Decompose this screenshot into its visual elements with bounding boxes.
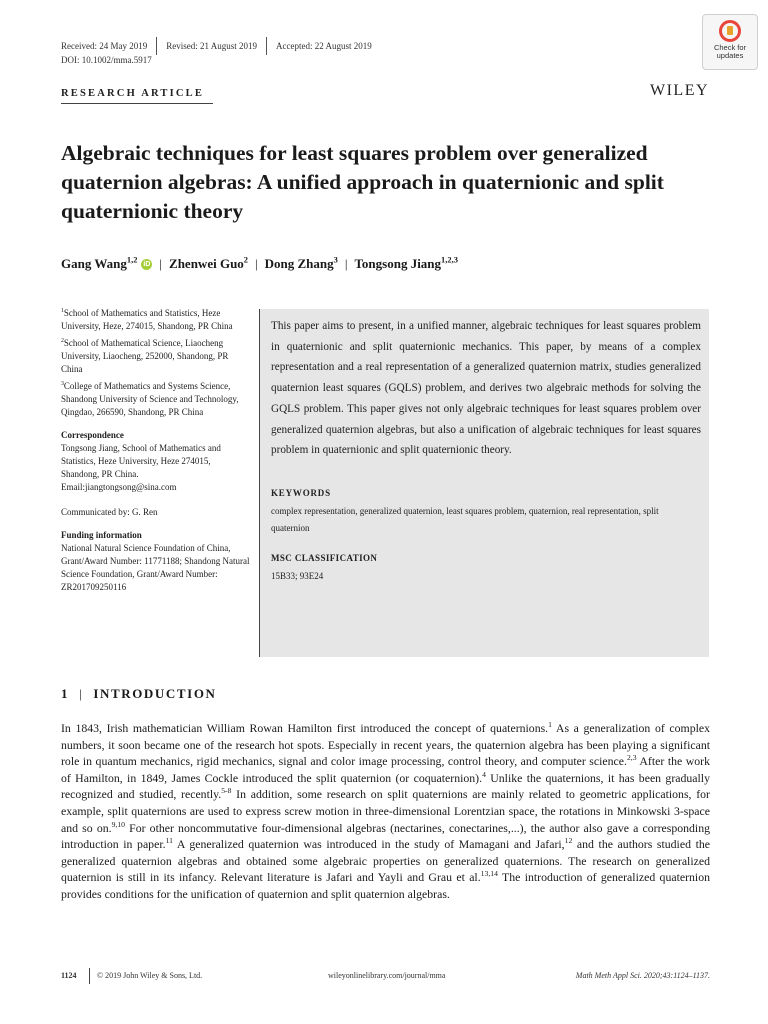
section-separator: | bbox=[79, 686, 84, 701]
revised-date: Revised: 21 August 2019 bbox=[166, 41, 257, 51]
footer-divider bbox=[89, 968, 90, 984]
keywords-text: complex representation, generalized quaternion, least squares problem, quaternion, real representation, split quaternion bbox=[271, 506, 659, 533]
check-for-updates-badge[interactable] bbox=[702, 14, 758, 70]
author-separator: | bbox=[159, 256, 163, 271]
article-info-column bbox=[61, 307, 251, 594]
affiliation: $^1$School of Mathematics and Statistics, Heze University, Heze, 274015, Shandong, PR China bbox=[61, 308, 233, 331]
citation-ref[interactable]: 12 bbox=[564, 836, 573, 846]
msc-heading: MSC CLASSIFICATION bbox=[271, 553, 378, 563]
accepted-date: Accepted: 22 August 2019 bbox=[276, 41, 372, 51]
section-heading bbox=[61, 686, 217, 702]
intro-text-run: After the work of Hamilton, in 1849, James Cockle introduced the split quaternion (or coquaternion). bbox=[61, 754, 710, 785]
author[interactable]: Tongsong Jiang$^{1,2,3}$ bbox=[354, 254, 458, 271]
affiliation: $^2$School of Mathematical Science, Liaocheng University, Liaocheng, 252000, Shandong, PR China bbox=[61, 338, 229, 374]
correspondence-text: Tongsong Jiang, School of Mathematics and Statistics, Heze University, Heze 274015, Shandong, PR China. bbox=[61, 443, 221, 479]
citation-ref[interactable]: 5-8 bbox=[221, 786, 232, 796]
author[interactable]: Zhenwei Guo$^2$ bbox=[169, 254, 249, 271]
divider bbox=[156, 37, 157, 55]
intro-text-run: Unlike the quaternions, it has been gradually recognized and studied, recently. bbox=[61, 770, 710, 802]
section-number: 1 bbox=[61, 686, 70, 701]
author[interactable]: Dong Zhang$^3$ bbox=[264, 254, 338, 271]
publisher-logo: WILEY bbox=[650, 82, 710, 99]
intro-text-run: A generalized quaternion was introduced in the study of Mamagani and Jafari, bbox=[172, 837, 565, 852]
divider bbox=[266, 37, 267, 55]
badge-line1: Check for bbox=[713, 43, 747, 52]
received-date: Received: 24 May 2019 bbox=[61, 41, 148, 51]
intro-text-run: For other noncommutative four-dimensional algebras (nectarines, conectarines,...), the author also gave a corresponding introduction in paper. bbox=[61, 820, 710, 852]
citation: Math Meth Appl Sci. 2020;43:1124–1137. bbox=[575, 971, 710, 980]
abstract-text: This paper aims to present, in a unified manner, algebraic techniques for least squares problem in quaternionic and split quaternionic mechanics. This paper, by means of a complex representation and a real representation of a generalized quaternion matrix, studies generalized quaternion least squares (GQLS) problem, and derives two algebraic methods for solving the GQLS problem. This paper gives not only algebraic techniques for least squares problem over generalized quaternion algebras, but also a unification of algebraic techniques for least squares problem in quaternionic and split quaternionic theory. bbox=[271, 320, 701, 457]
bookmark-icon bbox=[719, 20, 741, 42]
communicated-by: Communicated by: G. Ren bbox=[61, 507, 158, 517]
correspondence-email[interactable]: Email:jiangtongsong@sina.com bbox=[61, 482, 177, 492]
section-title: INTRODUCTION bbox=[93, 686, 217, 701]
citation-ref[interactable]: 13,14 bbox=[480, 869, 498, 879]
intro-text-run: In addition, some research on split quaternions are mainly related to geometric applications, for example, split quaternions are used to express screw motion in three-dimensional Lorentzian space, the rotations in Minkowski 3-space and so on. bbox=[61, 787, 710, 835]
author[interactable]: Gang Wang$^{1,2}$ bbox=[61, 254, 138, 271]
article-title: Algebraic techniques for least squares problem over generalized quaternion algebras: A unified approach in quaternionic and split quaternionic theory bbox=[61, 141, 664, 223]
citation-ref[interactable]: 2,3 bbox=[626, 753, 637, 763]
funding-text: National Natural Science Foundation of China, Grant/Award Number: 11771188; Shandong Natural Science Foundation, Grant/Award Number: ZR201709250116 bbox=[61, 543, 250, 592]
author-separator: | bbox=[344, 256, 348, 271]
journal-url[interactable]: wileyonlinelibrary.com/journal/mma bbox=[328, 971, 446, 980]
page-number: 1124 bbox=[61, 971, 77, 980]
article-type-underline bbox=[61, 103, 213, 104]
doi[interactable]: DOI: 10.1002/mma.5917 bbox=[61, 55, 152, 65]
intro-text-run: The introduction of generalized quaternion provides conditions for the unification of quaternion and split quaternion algebras. bbox=[61, 870, 710, 901]
orcid-icon[interactable]: iD bbox=[143, 260, 151, 268]
intro-paragraph bbox=[61, 720, 710, 903]
dates-line bbox=[61, 37, 372, 55]
funding-heading: Funding information bbox=[61, 530, 142, 540]
msc-text: 15B33; 93E24 bbox=[271, 571, 324, 581]
intro-text-run: As a generalization of complex numbers, it soon became one of the research hot spots. Especially in recent years, the quaternion algebra has been playing a significant role in quantum mechanics, rigid mechanics, signal and color image processing, control theory, and computer science. bbox=[61, 721, 711, 769]
citation-ref[interactable]: 1 bbox=[548, 720, 552, 730]
citation-ref[interactable]: 11 bbox=[165, 836, 173, 846]
citation-ref[interactable]: 9,10 bbox=[111, 819, 125, 829]
intro-text-run: and the authors studied the generalized quaternion algebras and obtained some algebraic properties on generalized quaternions. The research on generalized quaternion is still in its infancy. Relevant literature is Jafari and Yayli and Grau et al. bbox=[61, 837, 710, 885]
badge-line2: updates bbox=[716, 51, 744, 60]
correspondence-heading: Correspondence bbox=[61, 430, 124, 440]
author-list bbox=[61, 256, 458, 272]
author-separator: | bbox=[255, 256, 258, 271]
intro-text-run: In 1843, Irish mathematician William Rowan Hamilton first introduced the concept of quaternions. bbox=[61, 721, 549, 735]
citation-ref[interactable]: 4 bbox=[482, 769, 486, 779]
keywords-heading: KEYWORDS bbox=[271, 488, 331, 498]
affiliation: $^3$College of Mathematics and Systems Science, Shandong University of Science and Technology, Qingdao, 266590, Shandong, PR China bbox=[61, 381, 239, 417]
article-type: RESEARCH ARTICLE bbox=[61, 88, 205, 99]
copyright: © 2019 John Wiley & Sons, Ltd. bbox=[97, 971, 203, 980]
